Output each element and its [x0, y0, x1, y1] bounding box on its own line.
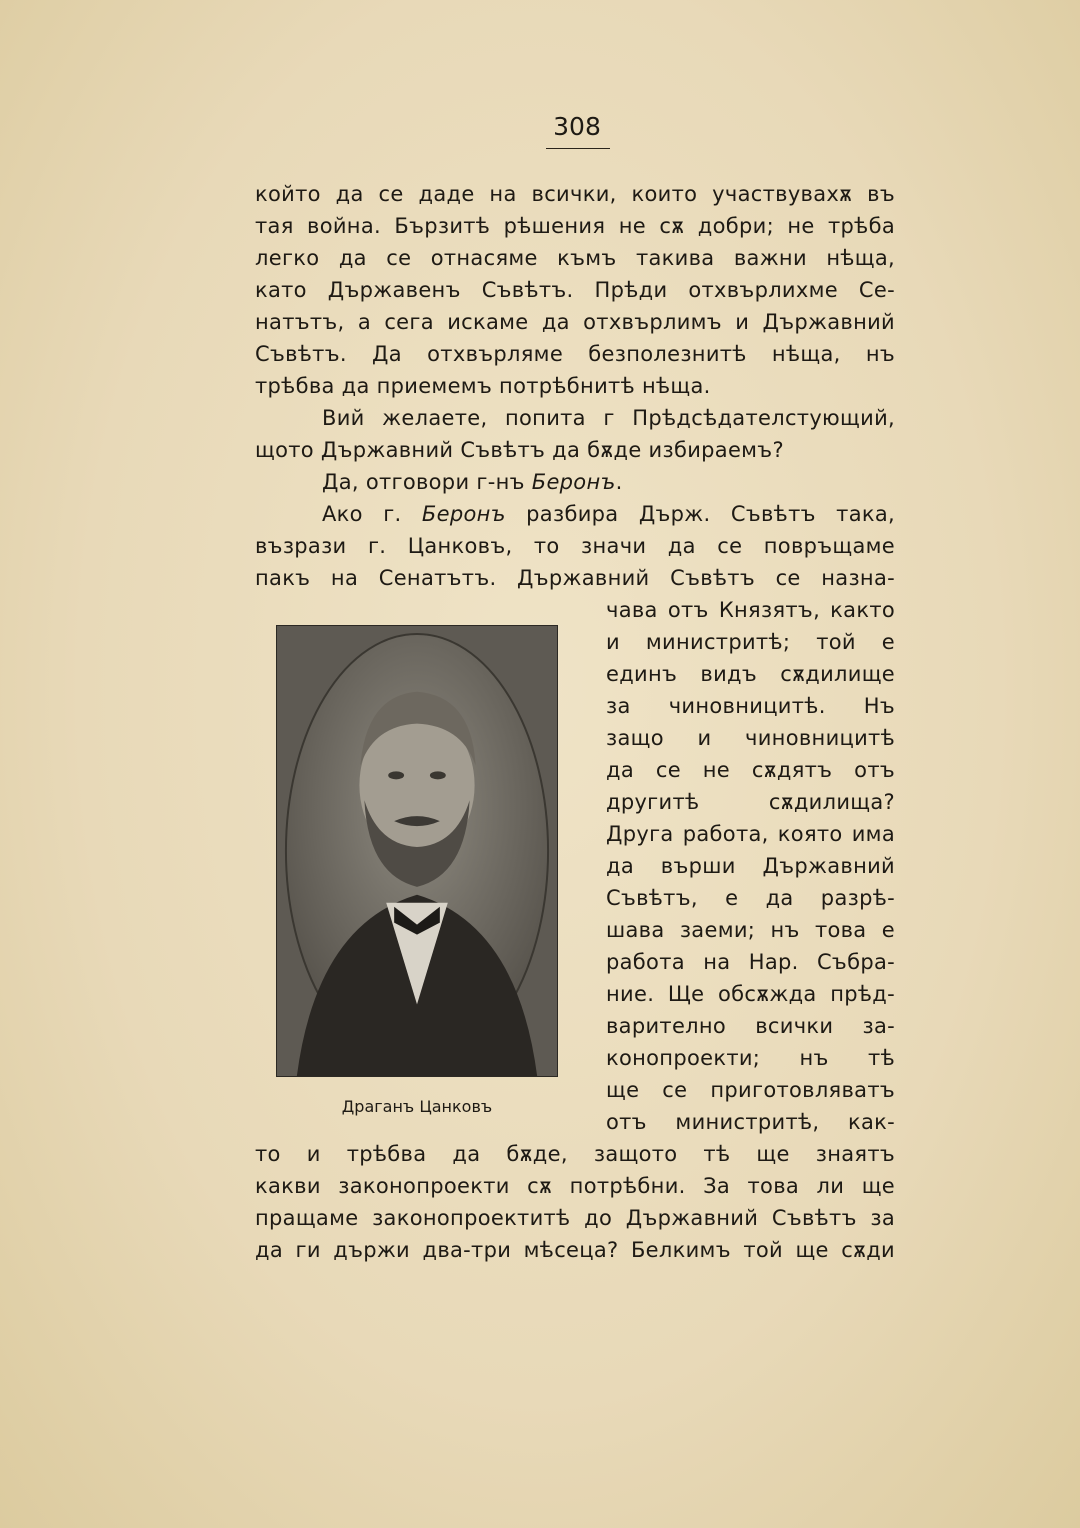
text-line: единъ видъ сѫдилище [606, 662, 895, 686]
text-line: легко да се отнасяме къмъ такива важни нѣща, [255, 246, 895, 270]
portrait-image [277, 626, 557, 1076]
text-line: да ги държи два-три мѣсеца? Белкимъ той ще сѫди [255, 1238, 895, 1262]
text-line: варително всички за- [606, 1014, 895, 1038]
text-line: чава отъ Князятъ, както [606, 598, 895, 622]
text-line: Съвѣтъ, е да разрѣ- [606, 886, 895, 910]
page-number: 308 [553, 112, 601, 141]
text-line: пакъ на Сенатътъ. Държавний Съвѣтъ се назна- [255, 566, 895, 590]
speaker-name: Беронъ [531, 470, 616, 494]
text-line: тая война. Бързитѣ рѣшения не сѫ добри; не трѣба [255, 214, 895, 238]
portrait-photo [276, 625, 558, 1077]
text-line: какви законопроекти сѫ потрѣбни. За това ли ще [255, 1174, 895, 1198]
text-line: пращаме законопроектитѣ до Държавний Съвѣтъ за [255, 1206, 895, 1230]
text-line: Друга работа, която има [606, 822, 895, 846]
text-line: отъ министритѣ, как- [606, 1110, 895, 1134]
text-line: работа на Нар. Събра- [606, 950, 895, 974]
portrait-caption: Драганъ Цанковъ [341, 1097, 493, 1116]
text-line: да се не сѫдятъ отъ [606, 758, 895, 782]
text-line: трѣбва да приемемъ потрѣбнитѣ нѣща. [255, 374, 711, 398]
text-line: ще се приготовляватъ [606, 1078, 895, 1102]
text-line: то и трѣбва да бѫде, защото тѣ ще знаятъ [255, 1142, 895, 1166]
text-line: за чиновницитѣ. Нъ [606, 694, 895, 718]
page-number-rule [546, 148, 610, 149]
text-line: шава заеми; нъ това е [606, 918, 895, 942]
text-line: който да се даде на всички, които участвувахѫ въ [255, 182, 895, 206]
text-line: Вий желаете, попита г Прѣдсѣдателстующий, [322, 406, 895, 430]
text-span: разбира Държ. Съвѣтъ така, [505, 502, 895, 526]
text-line: и министритѣ; той е [606, 630, 895, 654]
text-line: Да, отговори г-нъ Беронъ. [322, 470, 623, 494]
text-line: да върши Държавний [606, 854, 895, 878]
text-span: Ако г. [322, 502, 422, 526]
text-line: натътъ, а сега искаме да отхвърлимъ и Държавний [255, 310, 895, 334]
text-line: възрази г. Цанковъ, то значи да се повръщаме [255, 534, 895, 558]
speaker-name: Беронъ [421, 502, 506, 526]
text-line: конопроекти; нъ тѣ [606, 1046, 895, 1070]
text-span: Да, отговори г-нъ [322, 470, 532, 494]
text-line: щото Държавний Съвѣтъ да бѫде избираемъ? [255, 438, 784, 462]
text-line: Съвѣтъ. Да отхвърляме безполезнитѣ нѣща, нъ [255, 342, 895, 366]
text-line [322, 500, 895, 528]
text-line: ние. Ще обсѫжда прѣд- [606, 982, 895, 1006]
text-line: защо и чиновницитѣ [606, 726, 895, 750]
text-line: другитѣ сѫдилища? [606, 790, 895, 814]
text-line: като Държавенъ Съвѣтъ. Прѣди отхвърлихме Се- [255, 278, 895, 302]
